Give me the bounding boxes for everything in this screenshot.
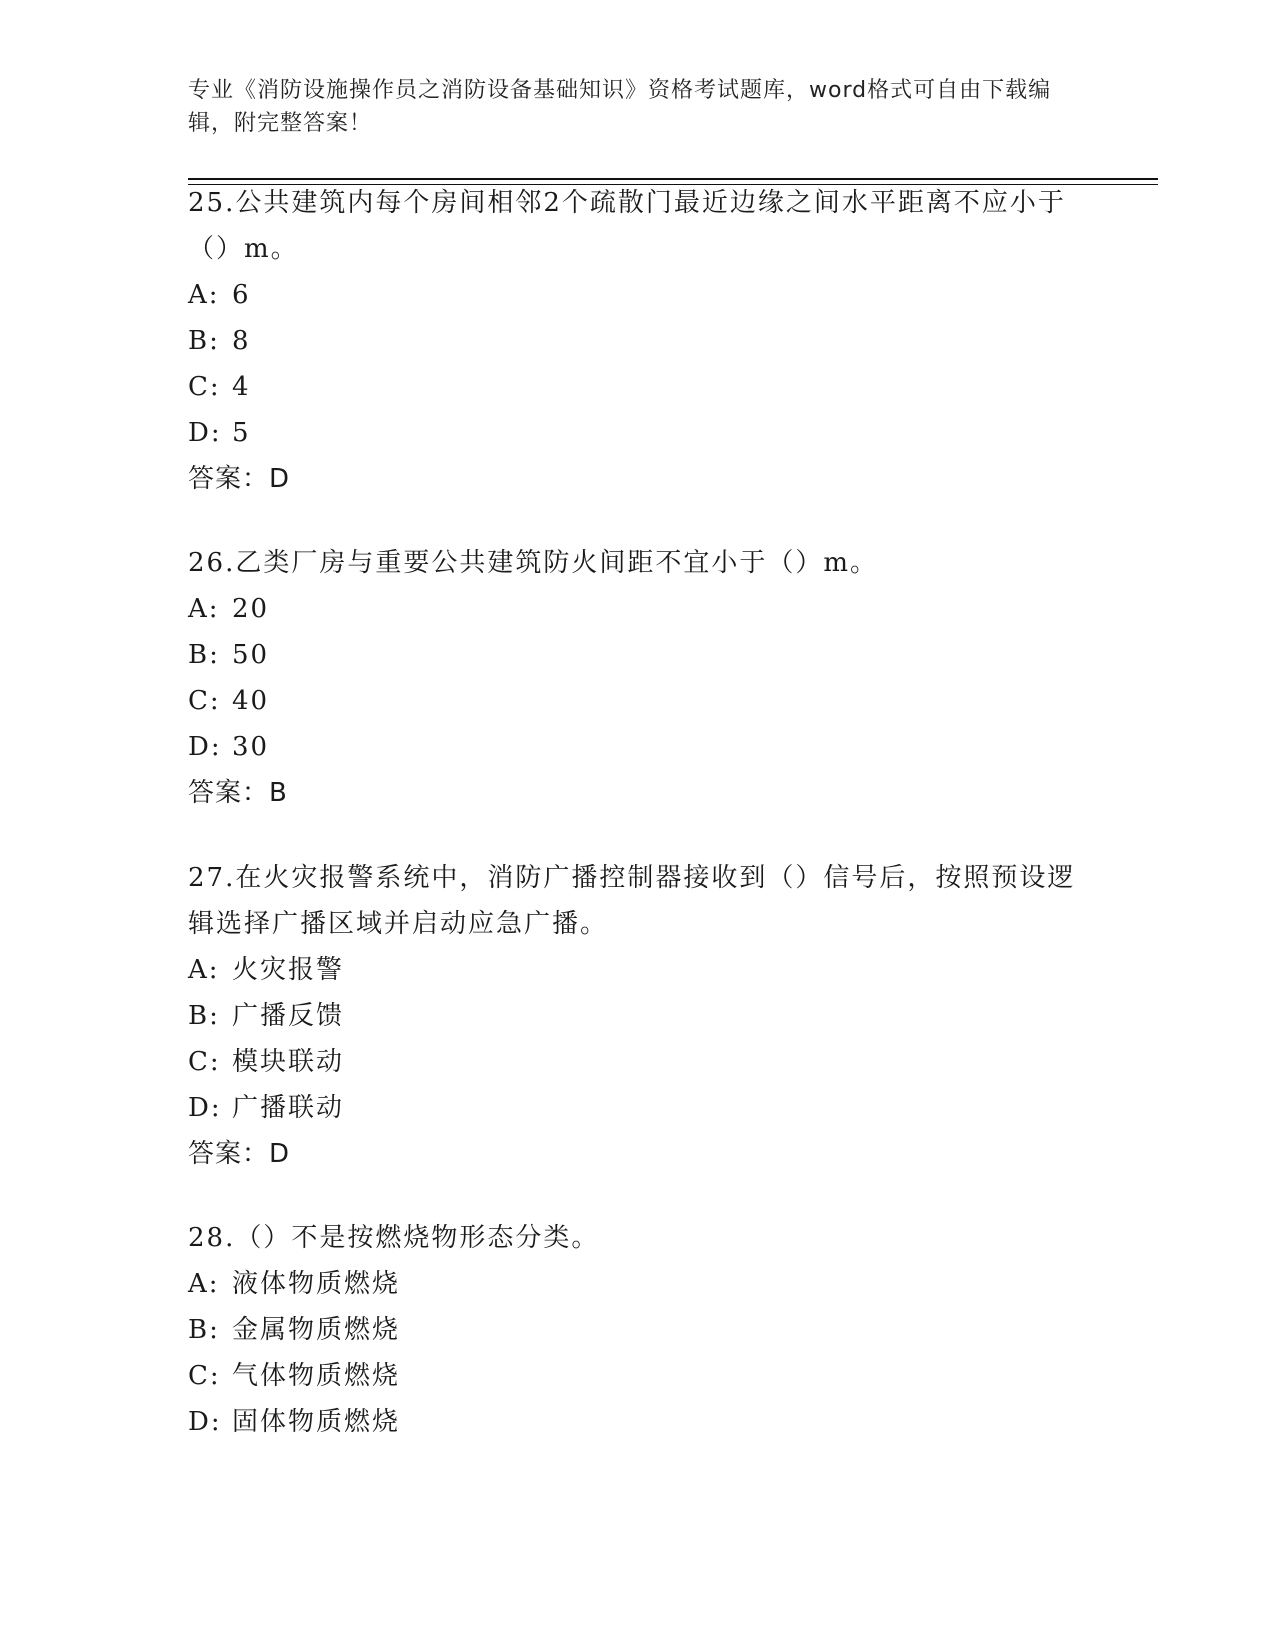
document-header: 专业《消防设施操作员之消防设备基础知识》资格考试题库，word格式可自由下载编辑，附完整答案！ [188,78,1052,136]
option-text: 5 [232,418,251,448]
option-b [188,632,1088,678]
option-letter: A: [188,1269,220,1299]
option-b [188,993,1088,1039]
option-letter: C: [188,686,221,716]
option-letter: B: [188,1315,220,1345]
option-c [188,1353,1088,1399]
answer-label: 答案：D [188,464,291,494]
option-c [188,364,1088,410]
option-text: 火灾报警 [232,955,345,985]
option-text: 液体物质燃烧 [232,1269,401,1299]
question-stem: 26.乙类厂房与重要公共建筑防火间距不宜小于（）m。 [188,548,879,578]
option-a [188,586,1088,632]
question-stem: 28.（）不是按燃烧物形态分类。 [188,1223,600,1253]
option-letter: B: [188,326,220,356]
option-letter: A: [188,594,220,624]
answer-label: 答案：D [188,1139,291,1169]
option-b [188,318,1088,364]
option-text: 50 [232,640,270,670]
option-d [188,1085,1088,1131]
question-26 [188,540,1088,816]
option-letter: C: [188,1047,221,1077]
option-letter: D: [188,1407,222,1437]
answer-label: 答案：B [188,778,288,808]
option-text: 气体物质燃烧 [232,1361,401,1391]
question-stem: 27.在火灾报警系统中，消防广播控制器接收到（）信号后，按照预设逻辑选择广播区域并启动应急广播。 [188,863,1076,939]
option-letter: D: [188,1093,222,1123]
option-letter: B: [188,640,220,670]
question-27 [188,855,1088,1177]
option-letter: C: [188,372,221,402]
option-text: 固体物质燃烧 [232,1407,401,1437]
option-text: 20 [232,594,270,624]
option-d [188,1399,1088,1445]
option-d [188,410,1088,456]
option-letter: A: [188,955,220,985]
option-a [188,1261,1088,1307]
option-letter: D: [188,418,222,448]
question-25 [188,180,1088,502]
option-b [188,1307,1088,1353]
option-a [188,272,1088,318]
option-letter: C: [188,1361,221,1391]
option-letter: B: [188,1001,220,1031]
option-text: 模块联动 [232,1047,345,1077]
option-a [188,947,1088,993]
option-text: 6 [232,280,251,310]
option-text: 8 [232,326,251,356]
option-text: 40 [232,686,270,716]
option-text: 金属物质燃烧 [232,1315,401,1345]
option-text: 广播联动 [232,1093,345,1123]
option-letter: A: [188,280,220,310]
option-letter: D: [188,732,222,762]
option-c [188,1039,1088,1085]
option-text: 30 [232,732,270,762]
option-c [188,678,1088,724]
option-d [188,724,1088,770]
question-28 [188,1215,1088,1445]
question-stem: 25.公共建筑内每个房间相邻2个疏散门最近边缘之间水平距离不应小于（）m。 [188,188,1066,264]
option-text: 4 [232,372,251,402]
option-text: 广播反馈 [232,1001,345,1031]
